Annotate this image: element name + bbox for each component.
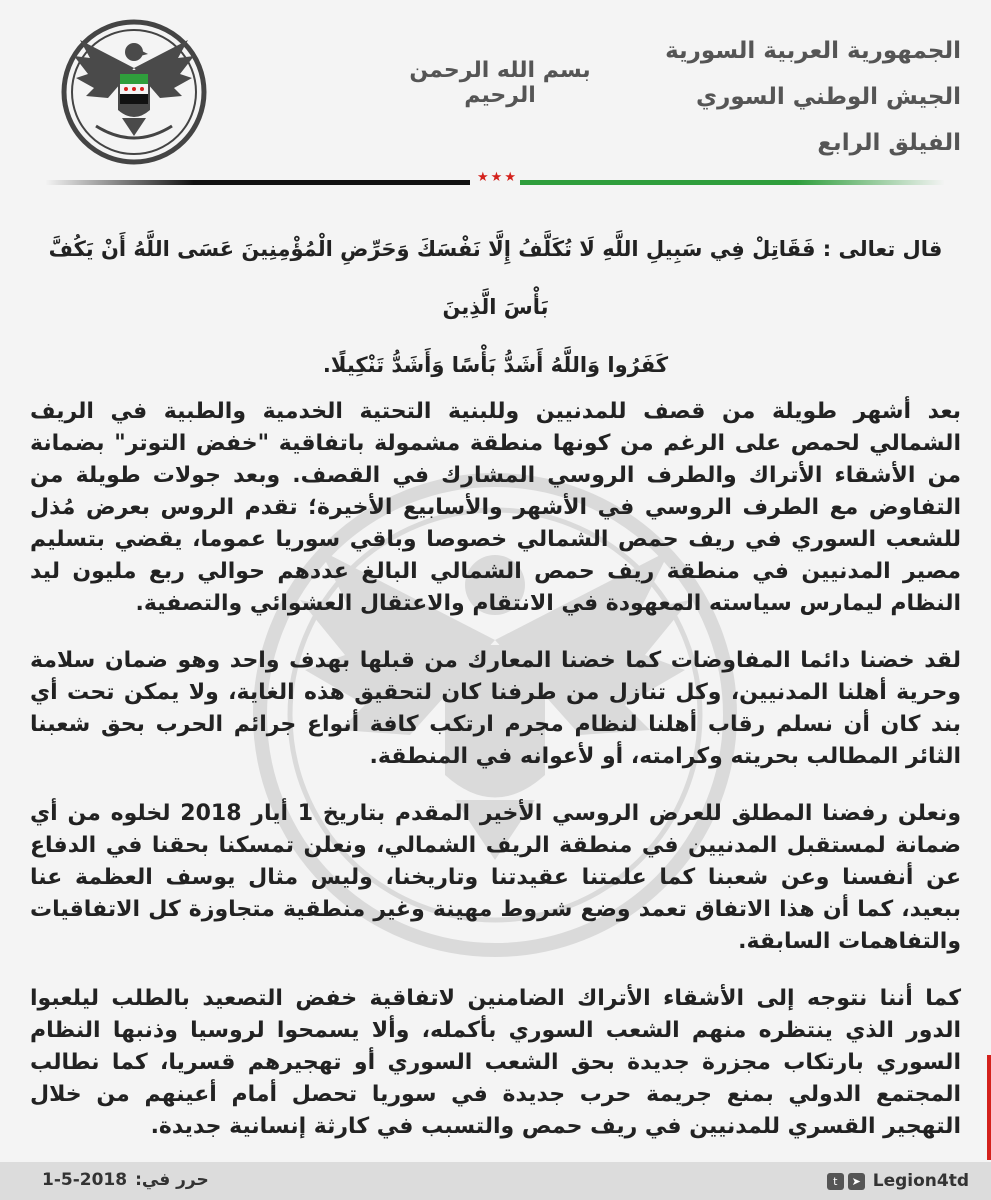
paragraph-3: ونعلن رفضنا المطلق للعرض الروسي الأخير المقدم بتاريخ 1 أيار 2018 لخلوه من أي ضمانة لمستقبل المدنيين في منطقة الريف الشمالي، ونعلن تمسكنا بحقنا في الدفاع عن أنفسنا وعن شعبنا كما علمتنا عقيدتنا وتاريخنا، وليس مثال يوسف العظمة عنا ببعيد، كما أن هذا الاتفاق تعمد وضع شروط مهينة وغير منطقية متجاوزة كل الاتفاقيات والتفاهمات السابقة.: [30, 801, 962, 954]
eagle-emblem-icon: [60, 18, 208, 166]
written-label: حرر في:: [135, 1170, 209, 1190]
basmala: بسم الله الرحمن الرحيم: [409, 58, 591, 108]
verse-line-2: كَفَرُوا وَاللَّهُ أَشَدُّ بَأْسًا وَأَشَدُّ تَنْكِيلًا.: [322, 353, 669, 377]
org-corps: الفيلق الرابع: [817, 130, 961, 156]
statement-body: [30, 220, 961, 1200]
issue-date: [42, 1170, 209, 1190]
logo-graphic: [60, 18, 208, 166]
telegram-icon: ➤: [848, 1173, 865, 1190]
paragraph-4: كما أننا نتوجه إلى الأشقاء الأتراك الضامنين لاتفاقية خفض التصعيد بالطلب ليلعبوا الدور الذي ينتظره منهم الشعب السوري بأكمله، وألا يسمحوا لروسيا وذنبها النظام السوري بارتكاب مجزرة جديدة بحق الشعب السوري أو تهجيرهم قسريا، كما نطالب المجتمع الدولي بمنع جريمة حرب جديدة في سوريا تحصل أمام أعينهم من خلال التهجير القسري للمدنيين في ريف حمص والتسبب في كارثة إنسانية جديدة.: [30, 986, 961, 1139]
paragraph-1: بعد أشهر طويلة من قصف للمدنيين وللبنية التحتية الخدمية والطبية في الريف الشمالي لحمص على الرغم من كونها منطقة مشمولة باتفاقية "خفض التوتر" بضمانة من الأشقاء الأتراك والطرف الروسي المشارك في القصف. وبعد جولات طويلة من التفاوض مع الطرف الروسي في الأشهر والأسابيع الأخيرة؛ تقدم الروس بعرض مُذل للشعب السوري في ريف حمص الشمالي خصوصا وباقي سوريا عموما، يقضي بتسليم مصير المدنيين في منطقة ريف حمص الشمالي البالغ عددهم حوالي ربع مليون ليد النظام ليمارس سياسته المعهودة في الانتقام والاعتقال العشوائي والتصفية.: [30, 399, 961, 616]
flag-divider: [45, 172, 945, 192]
date-value: 1-5-2018: [42, 1170, 128, 1190]
quran-verse: [30, 220, 961, 394]
three-stars-icon: ★★★: [477, 170, 518, 185]
letterhead: [0, 0, 991, 200]
paragraph-2: لقد خضنا دائما المفاوضات كما خضنا المعارك من قبلها بهدف واحد وهو ضمان سلامة وحرية أهلنا المدنيين، وكل تنازل من طرفنا كان لتحقيق هذه الغاية، ولا يمكن تحت أي بند كان أن نسلم رقاب أهلنا لنظام مجرم ارتكب كافة أنواع جرائم الحرب بحق شعبنا الثائر المطالب بحريته وكرامته، أو لأعوانه في المنطقة.: [30, 648, 961, 769]
red-edge-accent: [987, 1055, 991, 1160]
social-handle: [827, 1169, 969, 1193]
footer-bar: [0, 1162, 991, 1200]
divider-black-bar: [45, 180, 470, 185]
org-country: الجمهورية العربية السورية: [665, 38, 961, 64]
org-army: الجيش الوطني السوري: [696, 84, 961, 110]
organization-block: [601, 28, 961, 166]
twitter-icon: t: [827, 1173, 844, 1190]
handle-text: Legion4td: [872, 1171, 969, 1191]
divider-green-bar: [520, 180, 945, 185]
verse-line-1: قال تعالى : فَقَاتِلْ فِي سَبِيلِ اللَّهِ لَا تُكَلَّفُ إِلَّا نَفْسَكَ وَحَرِّضِ الْمُؤْمِنِينَ عَسَى اللَّهُ أَنْ يَكُفَّ بَأْسَ الَّذِينَ: [48, 237, 943, 319]
